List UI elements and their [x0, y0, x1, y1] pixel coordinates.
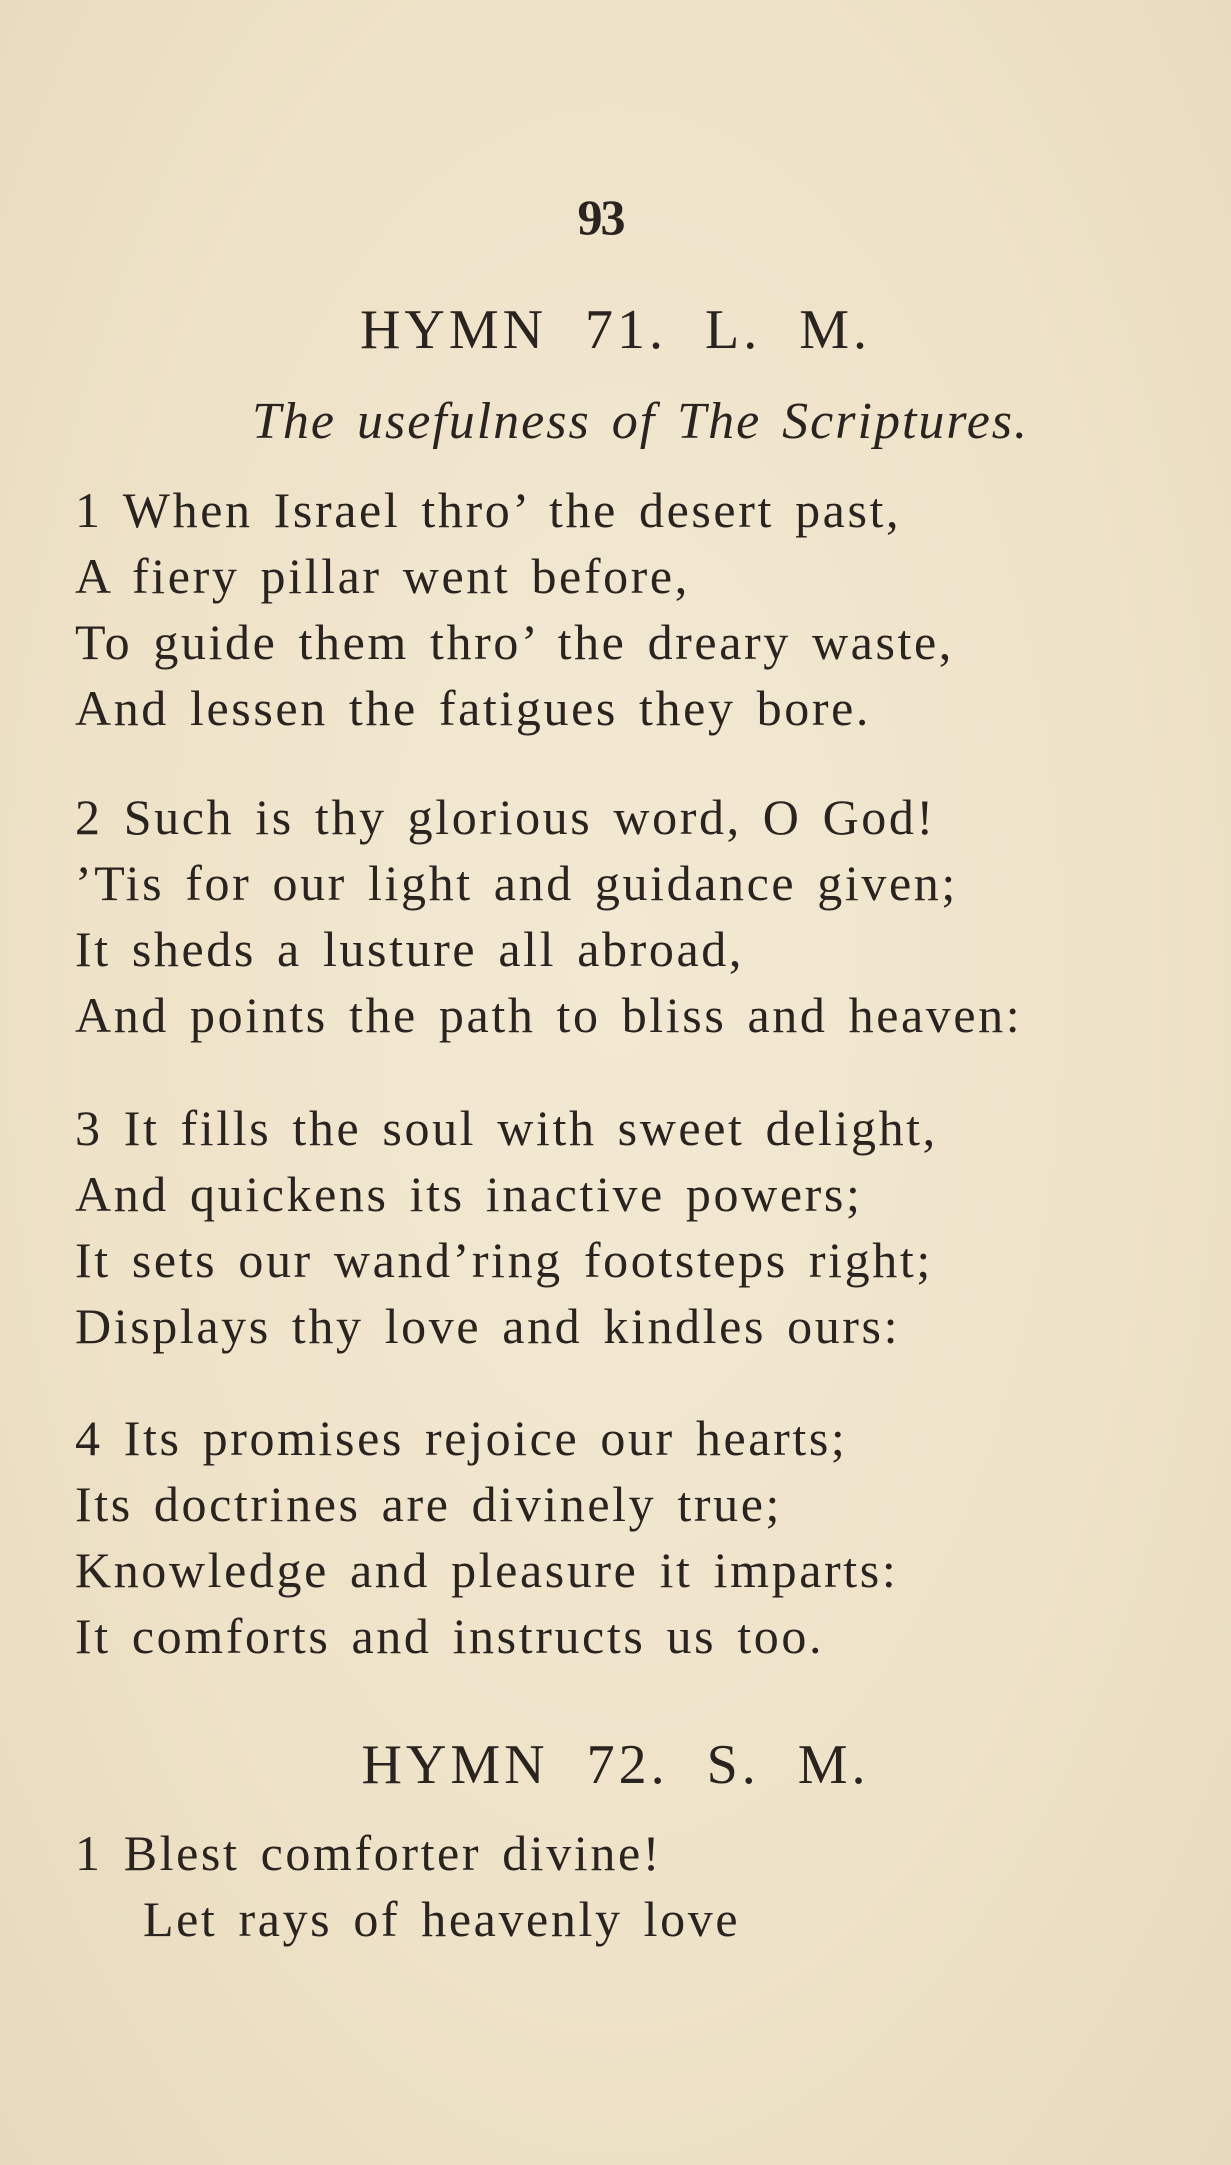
hymn-71-subtitle: The usefulness of The Scriptures.: [251, 393, 1030, 450]
hymn-71-stanza-3: [75, 1095, 1225, 1359]
hymn-71-stanza-4: [75, 1405, 1225, 1669]
verse-line: Knowledge and pleasure it imparts:: [75, 1542, 899, 1598]
verse-line: Displays thy love and kindles ours:: [75, 1298, 901, 1354]
verse-line: Its doctrines are divinely true;: [75, 1476, 783, 1532]
verse-line: A fiery pillar went before,: [75, 548, 690, 604]
hymn-71-stanza-1: [75, 477, 1225, 741]
verse-line: To guide them thro’ the dreary waste,: [75, 614, 954, 670]
verse-line: 4 Its promises rejoice our hearts;: [75, 1410, 848, 1466]
verse-line: Let rays of heavenly love: [143, 1891, 741, 1947]
hymn-71-title: HYMN 71. L. M.: [359, 299, 872, 361]
verse-line: It sheds a lusture all abroad,: [75, 921, 744, 977]
verse-line: And points the path to bliss and heaven:: [75, 987, 1023, 1043]
verse-line: 1 When Israel thro’ the desert past,: [75, 482, 902, 538]
verse-line: It comforts and instructs us too.: [75, 1608, 825, 1664]
verse-line: And quickens its inactive powers;: [75, 1166, 863, 1222]
verse-line: 1 Blest comforter divine!: [75, 1825, 663, 1881]
hymn-72-stanza-1: [75, 1820, 1225, 1952]
hymn-72-title: HYMN 72. S. M.: [361, 1734, 870, 1796]
page-number: 93: [577, 189, 624, 245]
verse-line: 2 Such is thy glorious word, O God!: [75, 789, 936, 845]
verse-line: ’Tis for our light and guidance given;: [75, 855, 958, 911]
verse-line: And lessen the fatigues they bore.: [75, 680, 871, 736]
hymn-71-stanza-2: [75, 784, 1225, 1048]
verse-line: 3 It fills the soul with sweet delight,: [75, 1100, 938, 1156]
verse-line: It sets our wand’ring footsteps right;: [75, 1232, 933, 1288]
